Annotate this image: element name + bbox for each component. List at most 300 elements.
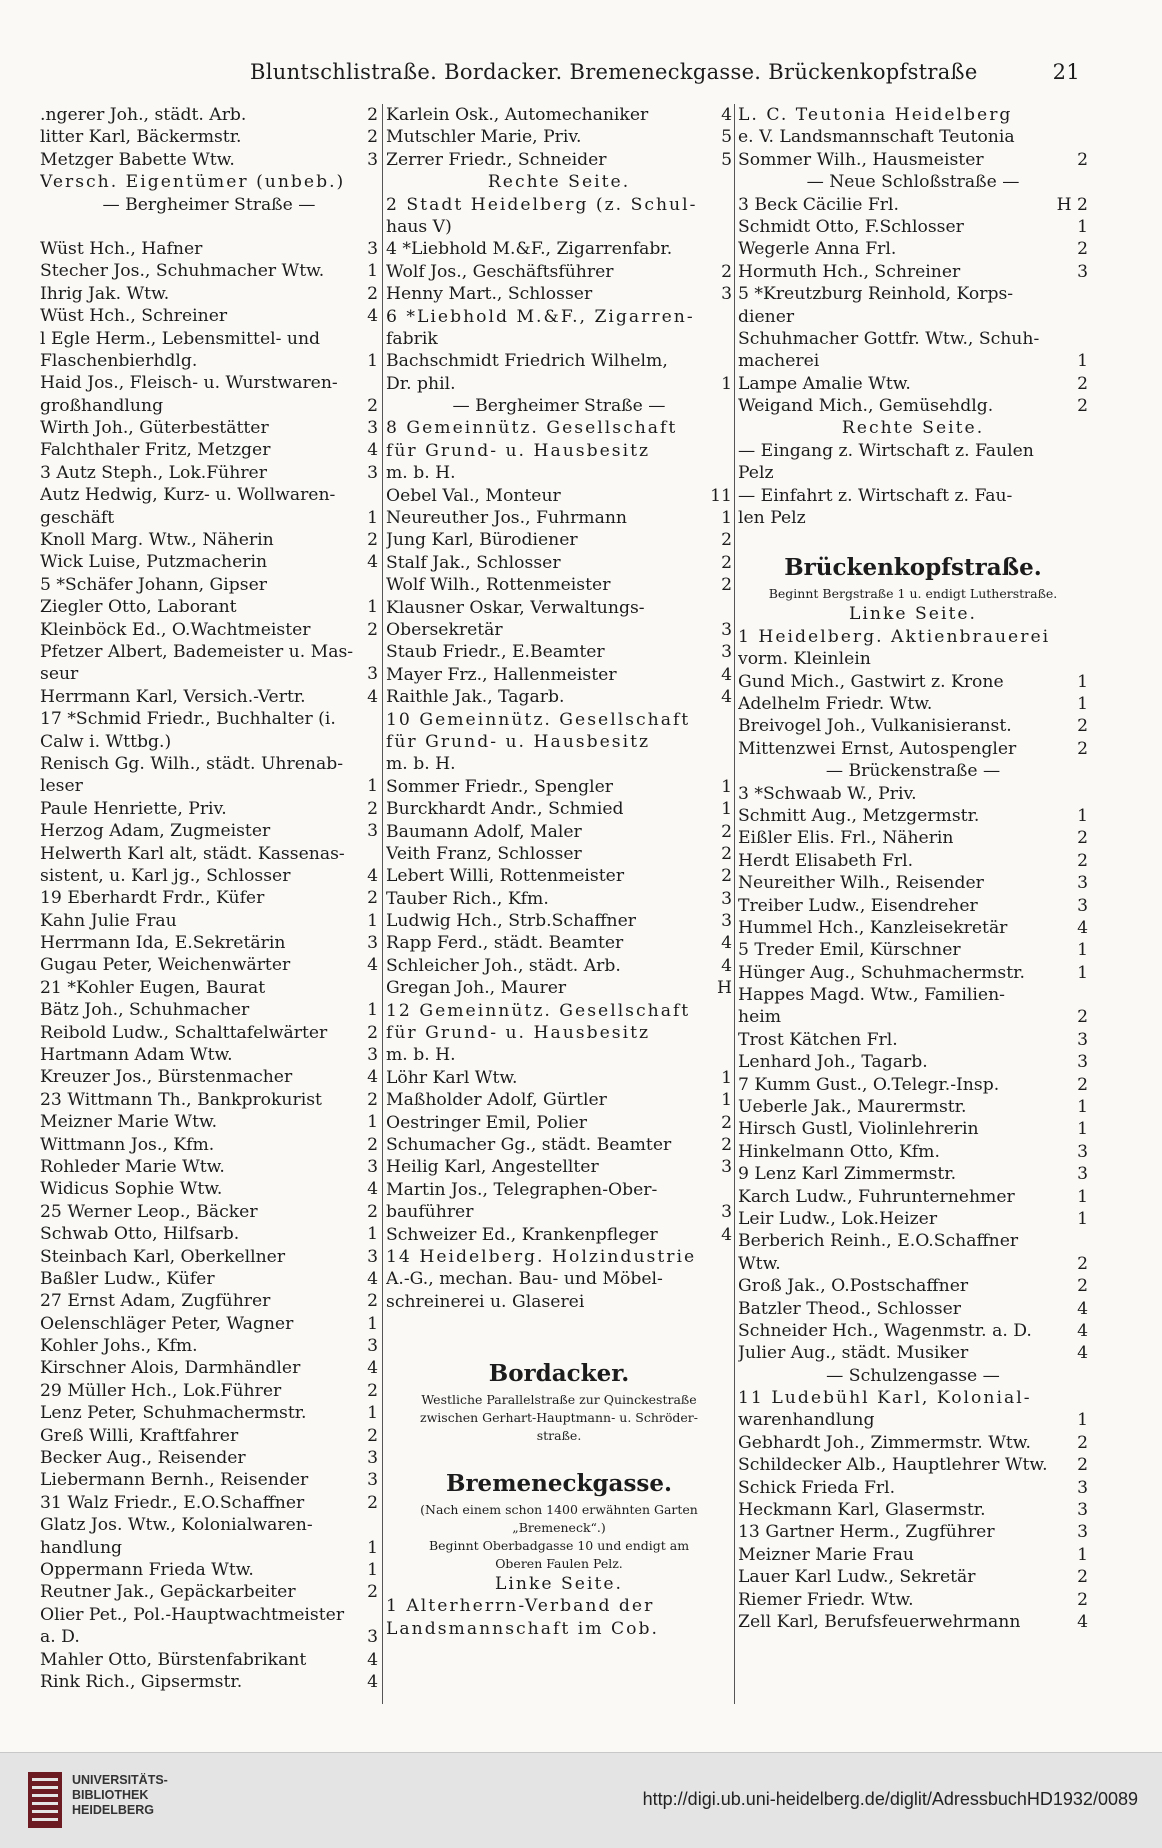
entry-text: Bremeneckgasse. (446, 1470, 672, 1498)
floor-number: H (717, 978, 732, 999)
entry-text: handlung (40, 1537, 123, 1558)
directory-entry (386, 395, 732, 417)
floor-number: 1 (367, 1403, 378, 1424)
entry-text: 31 Walz Friedr., E.O.Schaffner (40, 1492, 305, 1513)
directory-entry (738, 1611, 1088, 1633)
floor-number: 3 (721, 888, 732, 909)
entry-text: diener (738, 306, 795, 327)
entry-text: Staub Friedr., E.Beamter (386, 642, 605, 663)
directory-entry (40, 686, 378, 708)
directory-entry (40, 820, 378, 842)
entry-text: Henny Mart., Schlosser (386, 284, 593, 305)
column-right (738, 104, 1088, 1744)
entry-text: Rink Rich., Gipsermstr. (40, 1671, 243, 1692)
floor-number: 4 (367, 552, 378, 573)
directory-entry (40, 551, 378, 573)
entry-text: leser (40, 776, 83, 797)
entry-text: Kirschner Alois, Darmhändler (40, 1358, 301, 1379)
entry-text: 12 Gemeinnütz. Gesellschaft (386, 1000, 691, 1021)
directory-entry (40, 1447, 378, 1469)
directory-entry (40, 529, 378, 551)
directory-entry (738, 917, 1088, 939)
floor-number: 2 (1077, 828, 1088, 849)
floor-number: 2 (367, 1291, 378, 1312)
entry-text: straße. (536, 1428, 582, 1444)
entry-text: Schumacher Gg., städt. Beamter (386, 1134, 672, 1155)
directory-entry (386, 1022, 732, 1044)
directory-entry (386, 619, 732, 641)
floor-number: 1 (721, 373, 732, 394)
entry-text: Schuhmacher Gottfr. Wtw., Schuh- (738, 328, 1040, 349)
floor-number: 1 (367, 507, 378, 528)
directory-entry (738, 283, 1088, 305)
directory-entry (386, 507, 732, 529)
directory-entry (386, 574, 732, 596)
directory-entry (40, 619, 378, 641)
entry-text: Jung Karl, Bürodiener (386, 530, 578, 551)
entry-text: 2 Stadt Heidelberg (z. Schul- (386, 194, 698, 215)
floor-number: 3 (721, 619, 732, 640)
directory-entry (386, 865, 732, 887)
directory-entry (40, 194, 378, 216)
directory-entry (386, 1000, 732, 1022)
floor-number: 4 (1077, 1320, 1088, 1341)
directory-entry (40, 910, 378, 932)
entry-text: Lenhard Joh., Tagarb. (738, 1052, 928, 1073)
floor-number: 1 (721, 508, 732, 529)
directory-entry (40, 954, 378, 976)
floor-number: 4 (1077, 917, 1088, 938)
floor-number: 3 (367, 1627, 378, 1648)
floor-number: 4 (367, 1649, 378, 1670)
library-name-line: UNIVERSITÄTS- (72, 1773, 168, 1787)
entry-text: 5 *Kreutzburg Reinhold, Korps- (738, 284, 1014, 305)
floor-number: 4 (721, 664, 732, 685)
entry-text: haus V) (386, 216, 452, 237)
floor-number: 3 (367, 1336, 378, 1357)
floor-number: 2 (1077, 1276, 1088, 1297)
floor-number: 4 (367, 440, 378, 461)
entry-text: m. b. H. (386, 463, 456, 484)
floor-number: 1 (367, 1313, 378, 1334)
directory-entry (386, 328, 732, 350)
entry-text: Paule Henriette, Priv. (40, 798, 227, 819)
directory-entry (738, 104, 1088, 126)
floor-number: 3 (1077, 1029, 1088, 1050)
floor-number: 2 (1077, 396, 1088, 417)
directory-entry (738, 603, 1088, 625)
directory-entry (738, 1118, 1088, 1140)
entry-text: Kahn Julie Frau (40, 910, 177, 931)
directory-entry (386, 664, 732, 686)
directory-entry (386, 776, 732, 798)
street-heading (386, 1357, 732, 1391)
entry-text: 5 *Schäfer Johann, Gipser (40, 574, 267, 595)
running-title: Bluntschlistraße. Bordacker. Bremeneckgasse. Brückenkopfstraße (250, 60, 978, 84)
entry-text: großhandlung (40, 395, 164, 416)
directory-entry (40, 1492, 378, 1514)
directory-entry (40, 1357, 378, 1379)
entry-text: 27 Ernst Adam, Zugführer (40, 1291, 271, 1312)
entry-text: 19 Eberhardt Frdr., Küfer (40, 888, 265, 909)
entry-text: Martin Jos., Telegraphen-Ober- (386, 1179, 658, 1200)
directory-entry (738, 1409, 1088, 1431)
entry-text: Wüst Hch., Schreiner (40, 306, 228, 327)
floor-number: 2 (1077, 738, 1088, 759)
entry-text: Dr. phil. (386, 373, 456, 394)
directory-entry (738, 149, 1088, 171)
directory-entry (386, 194, 732, 216)
floor-number: 2 (1077, 1253, 1088, 1274)
entry-text: a. D. (40, 1627, 80, 1648)
entry-text: Maßholder Adolf, Gürtler (386, 1090, 607, 1111)
directory-entry (738, 1186, 1088, 1208)
floor-number: 4 (721, 105, 732, 125)
entry-text: bauführer (386, 1202, 474, 1223)
entry-text: — Brückenstraße — (825, 761, 1001, 782)
directory-entry (386, 261, 732, 283)
entry-text: e. V. Landsmannschaft Teutonia (738, 127, 1015, 148)
entry-text: Hummel Hch., Kanzleisekretär (738, 917, 1008, 938)
entry-text: Schleicher Joh., städt. Arb. (386, 955, 621, 976)
column-middle (386, 104, 732, 1744)
directory-entry (40, 1335, 378, 1357)
floor-number: 3 (1077, 261, 1088, 282)
entry-text: Metzger Babette Wtw. (40, 149, 235, 170)
directory-entry (738, 171, 1088, 193)
entry-text: Mutschler Marie, Priv. (386, 127, 582, 148)
directory-entry (386, 731, 732, 753)
directory-entry (386, 417, 732, 439)
entry-text: Herrmann Ida, E.Sekretärin (40, 933, 286, 954)
entry-text: Löhr Karl Wtw. (386, 1067, 518, 1088)
floor-number: 1 (1077, 351, 1088, 372)
entry-text: — Bergheimer Straße — (452, 396, 666, 417)
entry-text: Klausner Oskar, Verwaltungs- (386, 597, 645, 618)
directory-entry (386, 283, 732, 305)
library-seal-icon (28, 1772, 62, 1828)
entry-text: Oestringer Emil, Polier (386, 1112, 587, 1133)
directory-entry (386, 1519, 732, 1537)
floor-number: 2 (721, 552, 732, 573)
entry-text: Heckmann Karl, Glasermstr. (738, 1500, 986, 1521)
directory-entry (738, 1544, 1088, 1566)
entry-text: Gebhardt Joh., Zimmermstr. Wtw. (738, 1432, 1031, 1453)
street-heading (386, 1467, 732, 1501)
entry-text: Groß Jak., O.Postschaffner (738, 1276, 969, 1297)
entry-text: Oppermann Frieda Wtw. (40, 1560, 254, 1580)
entry-text: Tauber Rich., Kfm. (386, 888, 549, 909)
directory-entry (40, 1201, 378, 1223)
directory-entry (40, 887, 378, 909)
entry-text: Beginnt Bergstraße 1 u. endigt Lutherstraße. (768, 586, 1058, 602)
floor-number: 11 (710, 485, 732, 506)
floor-number: 2 (1077, 373, 1088, 394)
directory-entry (738, 373, 1088, 395)
entry-text: Stalf Jak., Schlosser (386, 552, 561, 573)
viewer-footer (0, 1752, 1162, 1848)
directory-entry (738, 1320, 1088, 1342)
floor-number: 1 (367, 1224, 378, 1245)
spacer (386, 1445, 732, 1467)
floor-number: 2 (721, 530, 732, 551)
directory-entry (40, 305, 378, 327)
directory-entry (40, 328, 378, 350)
floor-number: 2 (367, 1134, 378, 1155)
entry-text: Pelz (738, 463, 774, 484)
floor-number: 2 (1077, 239, 1088, 260)
entry-text: Rapp Ferd., städt. Beamter (386, 933, 624, 954)
directory-entry (386, 462, 732, 484)
directory-entry (40, 417, 378, 439)
entry-text: 3 *Schwaab W., Priv. (738, 783, 917, 804)
floor-number: 4 (1077, 1612, 1088, 1632)
spacer (386, 1335, 732, 1357)
entry-text: Calw i. Wttbg.) (40, 731, 172, 752)
entry-text: Liebermann Bernh., Reisender (40, 1470, 309, 1491)
entry-text: Berberich Reinh., E.O.Schaffner (738, 1231, 1019, 1252)
floor-number: 1 (721, 1090, 732, 1111)
directory-entry (386, 216, 732, 238)
entry-text: Lauer Karl Ludw., Sekretär (738, 1567, 976, 1588)
floor-number: 3 (367, 933, 378, 954)
floor-number: 3 (721, 642, 732, 663)
directory-entry (40, 775, 378, 797)
floor-number: 4 (721, 1224, 732, 1245)
entry-text: Riemer Friedr. Wtw. (738, 1589, 914, 1610)
column-divider (382, 104, 383, 1704)
entry-text: Renisch Gg. Wilh., städt. Uhrenab- (40, 753, 344, 774)
directory-entry (738, 1275, 1088, 1297)
entry-text: — Eingang z. Wirtschaft z. Faulen (738, 440, 1034, 461)
directory-entry (40, 1156, 378, 1178)
entry-text: Karch Ludw., Fuhrunternehmer (738, 1186, 1015, 1207)
directory-entry (738, 306, 1088, 328)
entry-text: Landsmannschaft im Cob. (386, 1618, 659, 1639)
entry-text: Wegerle Anna Frl. (738, 239, 897, 260)
entry-text: 14 Heidelberg. Holzindustrie (386, 1246, 697, 1267)
floor-number: 1 (1077, 216, 1088, 237)
entry-text: Glatz Jos. Wtw., Kolonialwaren- (40, 1515, 313, 1536)
permalink-url[interactable]: http://digi.ub.uni-heidelberg.de/diglit/AdressbuchHD1932/0089 (642, 1789, 1138, 1809)
entry-text: Ueberle Jak., Maurermstr. (738, 1097, 967, 1118)
floor-number: 4 (1077, 1343, 1088, 1364)
directory-entry (40, 1537, 378, 1559)
floor-number: 2 (1077, 1589, 1088, 1610)
directory-entry (386, 306, 732, 328)
entry-text: Stecher Jos., Schuhmacher Wtw. (40, 261, 325, 282)
directory-entry (738, 1387, 1088, 1409)
entry-text: len Pelz (738, 508, 806, 529)
entry-text: Autz Hedwig, Kurz- u. Wollwaren- (40, 485, 336, 506)
entry-text: Zerrer Friedr., Schneider (386, 149, 607, 170)
floor-number: 1 (1077, 1186, 1088, 1207)
directory-entry (386, 440, 732, 462)
directory-entry (386, 1112, 732, 1134)
floor-number: 3 (367, 462, 378, 483)
floor-number: 2 (721, 821, 732, 842)
directory-entry (40, 1649, 378, 1671)
entry-text: Happes Magd. Wtw., Familien- (738, 985, 1005, 1006)
floor-number: 1 (367, 261, 378, 282)
directory-entry (738, 1253, 1088, 1275)
entry-text: Westliche Parallelstraße zur Quinckestraße (421, 1392, 697, 1408)
directory-entry (386, 753, 732, 775)
directory-entry (738, 261, 1088, 283)
directory-entry (738, 962, 1088, 984)
entry-text: Zell Karl, Berufsfeuerwehrmann (738, 1612, 1021, 1632)
directory-entry (386, 641, 732, 663)
entry-text: litter Karl, Bäckermstr. (40, 127, 242, 148)
entry-text: Brückenkopfstraße. (784, 554, 1042, 582)
entry-text: Bachschmidt Friedrich Wilhelm, (386, 351, 668, 372)
entry-text: Kleinböck Ed., O.Wachtmeister (40, 619, 311, 640)
floor-number: 2 (721, 843, 732, 864)
entry-text: für Grund- u. Hausbesitz (386, 731, 651, 752)
directory-entry (40, 1380, 378, 1402)
floor-number: 4 (367, 1067, 378, 1088)
directory-entry (40, 372, 378, 394)
entry-text: 6 *Liebhold M.&F., Zigarren- (386, 306, 695, 327)
entry-text: Helwerth Karl alt, städt. Kassenas- (40, 843, 345, 864)
floor-number: 2 (1077, 1074, 1088, 1095)
directory-entry (738, 350, 1088, 372)
entry-text: .ngerer Joh., städt. Arb. (40, 105, 247, 125)
floor-number: 3 (1077, 895, 1088, 916)
directory-entry (40, 977, 378, 999)
directory-entry (40, 1290, 378, 1312)
entry-text: Sommer Friedr., Spengler (386, 776, 614, 797)
directory-entry (40, 1044, 378, 1066)
directory-entry (386, 1268, 732, 1290)
floor-number: 2 (367, 888, 378, 909)
floor-number: 2 (721, 261, 732, 282)
entry-text: für Grund- u. Hausbesitz (386, 1023, 651, 1044)
floor-number: 2 (367, 1380, 378, 1401)
entry-text: 4 *Liebhold M.&F., Zigarrenfabr. (386, 239, 673, 260)
floor-number: 3 (721, 1157, 732, 1178)
directory-entry (386, 1537, 732, 1555)
directory-entry (386, 1067, 732, 1089)
entry-text: geschäft (40, 507, 115, 528)
directory-entry (738, 984, 1088, 1006)
directory-entry (40, 283, 378, 305)
directory-entry (40, 149, 378, 171)
floor-number: 5 (721, 149, 732, 170)
directory-entry (386, 821, 732, 843)
entry-text: 10 Gemeinnütz. Gesellschaft (386, 709, 691, 730)
directory-entry (40, 1178, 378, 1200)
floor-number: 3 (721, 284, 732, 305)
entry-text: Gugau Peter, Weichenwärter (40, 955, 291, 976)
entry-text: Widicus Sophie Wtw. (40, 1179, 223, 1200)
entry-text: Mittenzwei Ernst, Autospengler (738, 738, 1017, 759)
entry-text: Trost Kätchen Frl. (738, 1029, 898, 1050)
entry-text: Wüst Hch., Hafner (40, 238, 203, 259)
floor-number: 2 (1077, 850, 1088, 871)
floor-number: 1 (367, 1000, 378, 1021)
directory-entry (40, 462, 378, 484)
directory-entry (738, 126, 1088, 148)
entry-text: Pfetzer Albert, Bademeister u. Mas- (40, 641, 354, 662)
directory-entry (386, 910, 732, 932)
entry-text: Burckhardt Andr., Schmied (386, 799, 624, 820)
entry-text: macherei (738, 351, 820, 372)
floor-number: 4 (367, 306, 378, 327)
directory-entry (40, 663, 378, 685)
directory-entry (40, 1022, 378, 1044)
entry-text: vorm. Kleinlein (738, 649, 871, 670)
directory-entry (738, 328, 1088, 350)
directory-entry (386, 1134, 732, 1156)
entry-text: Schneider Hch., Wagenmstr. a. D. (738, 1320, 1032, 1341)
directory-entry (386, 1044, 732, 1066)
floor-number: 2 (721, 575, 732, 596)
floor-number: 1 (721, 776, 732, 797)
spacer (386, 1313, 732, 1335)
entry-text: Raithle Jak., Tagarb. (386, 687, 565, 708)
directory-entry (738, 648, 1088, 670)
entry-text: Lampe Amalie Wtw. (738, 373, 911, 394)
directory-entry (738, 1141, 1088, 1163)
entry-text: Versch. Eigentümer (unbeb.) (40, 172, 346, 193)
entry-text: — Einfahrt z. Wirtschaft z. Fau- (738, 485, 1013, 506)
floor-number: 2 (1077, 149, 1088, 170)
floor-number: 3 (367, 149, 378, 170)
entry-text: Neureuther Jos., Fuhrmann (386, 508, 627, 529)
directory-entry (40, 238, 378, 260)
spacer (738, 529, 1088, 551)
directory-entry (738, 1589, 1088, 1611)
entry-text: Kreuzer Jos., Bürstenmacher (40, 1067, 293, 1088)
entry-text: zwischen Gerhart-Hauptmann- u. Schröder- (420, 1410, 698, 1426)
entry-text: Leir Ludw., Lok.Heizer (738, 1208, 938, 1229)
entry-text: l Egle Herm., Lebensmittel- und (40, 328, 321, 349)
floor-number: 3 (721, 1202, 732, 1223)
entry-text: Julier Aug., städt. Musiker (738, 1343, 969, 1364)
directory-entry (386, 552, 732, 574)
directory-entry (386, 843, 732, 865)
directory-entry (738, 626, 1088, 648)
directory-entry (40, 1402, 378, 1424)
entry-text: 1 Alterherrn-Verband der (386, 1596, 655, 1617)
entry-text: Flaschenbierhdlg. (40, 350, 198, 371)
entry-text: Lenz Peter, Schuhmachermstr. (40, 1403, 307, 1424)
directory-entry (40, 731, 378, 753)
entry-text: Wolf Jos., Geschäftsführer (386, 261, 614, 282)
directory-entry (738, 1365, 1088, 1387)
floor-number: 2 (721, 1134, 732, 1155)
directory-entry (738, 1298, 1088, 1320)
entry-text: Olier Pet., Pol.-Hauptwachtmeister (40, 1604, 345, 1625)
directory-entry (738, 417, 1088, 439)
entry-text: 17 *Schmid Friedr., Buchhalter (i. (40, 709, 336, 730)
floor-number: 2 (367, 127, 378, 148)
floor-number: 1 (1077, 671, 1088, 692)
library-name-line: HEIDELBERG (72, 1803, 154, 1817)
directory-entry (40, 350, 378, 372)
directory-entry (40, 507, 378, 529)
floor-number: 2 (367, 1022, 378, 1043)
directory-entry (738, 194, 1088, 216)
floor-number: 4 (367, 955, 378, 976)
entry-text: Steinbach Karl, Oberkellner (40, 1246, 286, 1267)
entry-text: Rechte Seite. (487, 172, 631, 193)
directory-entry (738, 1163, 1088, 1185)
directory-entry (738, 872, 1088, 894)
directory-entry (738, 485, 1088, 507)
directory-entry (40, 1111, 378, 1133)
